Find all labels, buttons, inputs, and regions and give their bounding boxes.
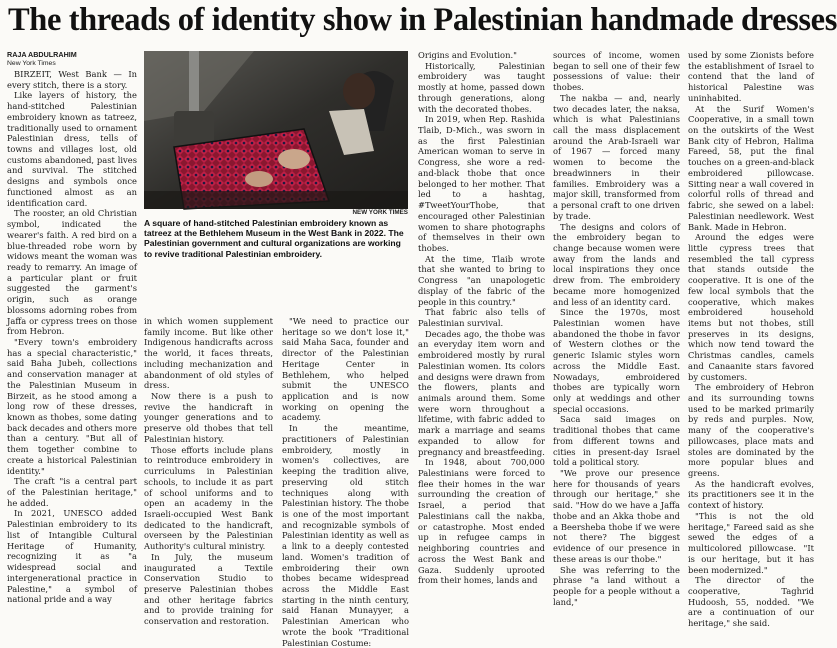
photo-caption: A square of hand-stitched Palestinian embroidery known as tatreez at the Bethlehem Museum in the West Bank in 2022. The Palestinian government and cultural organizations are working to revive traditional Palestinian embroidery. xyxy=(144,218,404,259)
article-paragraph: in which women supplement family income. But like other Indigenous handicrafts across the world, it faces threats, including mechanization and abandonment of old styles of dress. xyxy=(144,316,273,391)
article-paragraph: "We need to practice our heritage so we don't lose it," said Maha Saca, founder and director of the Palestinian Heritage Center in Bethlehem, who helped submit the UNESCO application and is now working on opening the academy. xyxy=(282,316,409,423)
article-paragraph: In July, the museum inaugurated a Textile Conservation Studio to preserve Palestinian thobes and other heritage fabrics and to provide training for conservation and restoration. xyxy=(144,551,273,627)
article-paragraph: In the meantime, practitioners of Palestinian embroidery, mostly in women's collectives, are keeping the tradition alive, preserving old stitch techniques along with Palestinian history. The thobe is one of the most important and recognizable symbols of Palestinian identity as well as a link to a deeply contested land. Women's tradition of embroidering their own thobes became widespread across the Middle East starting in the ninth century, said Hanan Munayyer, a Palestinian American who wrote the book "Traditional Palestinian Costume: xyxy=(282,423,409,648)
paragraph-text: In every stitch, there is a story. xyxy=(7,69,137,90)
article-paragraph: At the time, Tlaib wrote that she wanted to bring to Congress "an unapologetic display of the fabric of the people in this country." xyxy=(418,253,545,307)
article-column-3 xyxy=(282,316,409,648)
article-paragraph: In 2021, UNESCO added Palestinian embroidery to its list of Intangible Cultural Heritage of Humanity, recognizing it as "a widespread social and intergenerational practice in Palestine," a symbol of national pride and a way xyxy=(7,508,137,605)
article-paragraph: Now there is a push to revive the handicraft in younger generations and to preserve old thobes that tell Palestinian history. xyxy=(144,391,273,444)
article-paragraph: At the Surif Women's Cooperative, in a small town on the outskirts of the West Bank city of Hebron, Halima Fareed, 58, put the final touches on a green-and-black embroidered pillowcase. Sitting near a wall covered in colorful rolls of thread and fabric, she sewed on a label: Palestinian needlework. West Bank. Made in Hebron. xyxy=(688,103,814,232)
article-paragraph: As the handicraft evolves, its practitioners see it in the context of history. xyxy=(688,478,814,511)
article-paragraph: The director of the cooperative, Taghrid Hudoosh, 55, nodded. "We are a continuation of our heritage," she said. xyxy=(688,575,814,629)
article-paragraph: used by some Zionists before the establishment of Israel to contend that the land of historical Palestine was uninhabited. xyxy=(688,50,814,103)
embroidery-photo-illustration xyxy=(144,51,408,209)
article-column-5 xyxy=(553,50,680,607)
article-paragraph: Since the 1970s, most Palestinian women have abandoned the thobe in favor of Western clothes or the generic Islamic styles worn across the Middle East. Nowadays, embroidered thobes are typically worn only at weddings and other special occasions. xyxy=(553,307,680,414)
article-paragraph: Saca said images on traditional thobes that came from different towns and cities in present-day Israel told a political story. xyxy=(553,414,680,468)
article-paragraph: The nakba — and, nearly two decades later, the naksa, which is what Palestinians call the mass displacement around the Arab-Israeli war of 1967 — forced many women to become the breadwinners in their families. Embroidery was a major skill, transformed from a personal craft to one driven by trade. xyxy=(553,92,680,221)
byline-source: New York Times xyxy=(7,60,56,67)
article-paragraph: Historically, Palestinian embroidery was taught mostly at home, passed down through generations, along with the decorated thobes. xyxy=(418,60,545,114)
embroidery-photo xyxy=(144,51,408,209)
article-paragraph: In 1948, about 700,000 Palestinians were forced to flee their homes in the war surrounding the creation of Israel, a period that Palestinians call the nakba, or catastrophe. Most ended up in refugee camps in neighboring countries and across the West Bank and Gaza. Suddenly uprooted from their homes, lands and xyxy=(418,457,545,586)
article-column-6 xyxy=(688,50,814,629)
article-paragraph: The designs and colors of the embroidery began to change because women were away from the lands and local inspirations they once drew from. The embroidery became more homogenized and less of an identity card. xyxy=(553,221,680,307)
article-paragraph: She was referring to the phrase "a land without a people for a people without a land," xyxy=(553,564,680,607)
article-paragraph: Decades ago, the thobe was an everyday item worn and embroidered mostly by rural Palestinian women. Its colors and designs were drawn from the flowers, plants and animals around them. Some were worn throughout a lifetime, with fabric added to mark a marriage and seams expanded to allow for pregnancy and breastfeeding. xyxy=(418,328,545,457)
article-paragraph: "This is not the old heritage," Fareed said as she sewed the edges of a multicolored pillowcase. "It is our heritage, but it has been modernized." xyxy=(688,510,814,575)
article-column-4 xyxy=(418,50,545,586)
article-paragraph: "Every town's embroidery has a special characteristic," said Baha Jubeh, collections and conservation manager at the Palestinian Museum in Birzeit, as he stood among a long row of these dresses, known as thobes, some dating back decades and others more than a century. "But all of them together combine to create a historical Palestinian identity." xyxy=(7,336,137,476)
article-column-1 xyxy=(7,50,137,605)
article-paragraph: Those efforts include plans to reintroduce embroidery in curriculums in Palestinian schools, to include it as part of school uniforms and to open an academy in the Israeli-occupied West Bank dedicated to the handicraft, overseen by the Palestinian Authority's cultural ministry. xyxy=(144,444,273,552)
article-paragraph: The rooster, an old Christian symbol, indicated the wearer's faith. A red bird on a blue-threaded robe worn by widows meant the woman was ready to remarry. An image of a particular plant or fruit suggested the garment's origin, such as orange blossoms adorning robes from Jaffa or cypress trees on those from Hebron. xyxy=(7,208,137,337)
article-paragraph: Around the edges were little cypress trees that resembled the tall cypress that stands outside the cooperative. It is one of the few local symbols that the cooperative, which makes embroidered household items but not thobes, still preserves in its designs, which now tend toward the Christmas candles, camels and Canaanite stars favored by customers. xyxy=(688,232,814,382)
article-paragraph: Origins and Evolution." xyxy=(418,50,517,60)
byline-author: RAJA ABDULRAHIM xyxy=(7,50,77,59)
article-paragraph: The craft "is a central part of the Palestinian heritage," he added. xyxy=(7,476,137,508)
article-paragraph: The embroidery of Hebron and its surrounding towns used to be marked primarily by reds and purples. Now, many of the cooperative's pillowcases, place mats and stoles are dominated by the more popular blues and greens. xyxy=(688,382,814,479)
dateline: BIRZEIT, West Bank — xyxy=(14,69,122,79)
article-paragraph: In 2019, when Rep. Rashida Tlaib, D-Mich., was sworn in as the first Palestinian American woman to serve in Congress, she wore a red-and-black thobe that once belonged to her mother. That led to a hashtag, #TweetYourThobe, that encouraged other Palestinian women to share photographs of themselves in their own thobes. xyxy=(418,114,545,253)
article-paragraph: "We prove our presence here for thousands of years through our heritage," she said. "How do we have a Jaffa thobe and an Akka thobe and a Beersheba thobe if we were not there? The biggest evidence of our presence in these areas is our thobe." xyxy=(553,468,680,564)
article-paragraph: sources of income, women began to sell one of their few possessions of value: their thobes. xyxy=(553,50,680,93)
article-paragraph: That fabric also tells of Palestinian survival. xyxy=(418,307,545,328)
article-column-2 xyxy=(144,316,273,627)
headline: The threads of identity show in Palestinian handmade dresses xyxy=(8,2,837,38)
photo-credit: NEW YORK TIMES xyxy=(352,209,408,216)
article-paragraph: Like layers of history, the hand-stitched Palestinian embroidery known as tatreez, traditionally used to ornament Palestinian dress, tells of towns and villages lost, old customs abandoned, past lives and survival. The stitched designs and symbols once functioned almost as an identification card. xyxy=(7,90,137,208)
article-paragraph xyxy=(7,69,137,90)
